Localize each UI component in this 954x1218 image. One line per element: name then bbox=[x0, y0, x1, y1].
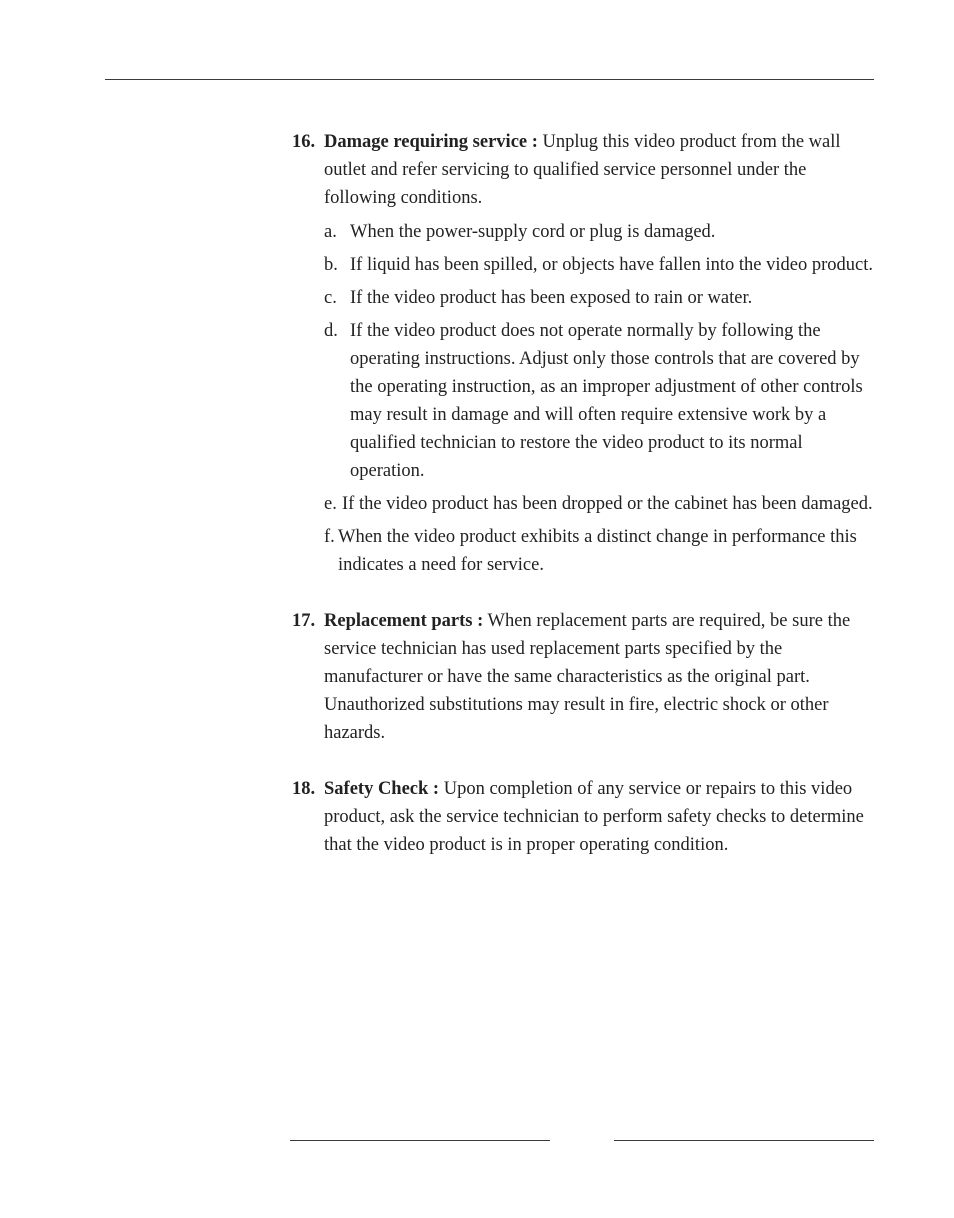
item-title: Damage requiring service : bbox=[324, 132, 538, 152]
instruction-item-16 bbox=[292, 128, 877, 579]
condition-letter: e. bbox=[324, 494, 337, 514]
item-title: Safety Check : bbox=[324, 779, 440, 799]
condition-item-f bbox=[324, 523, 877, 579]
safety-instructions bbox=[292, 128, 877, 859]
footer-rule-right bbox=[614, 1140, 874, 1141]
condition-item-e bbox=[324, 490, 877, 518]
condition-item-b bbox=[324, 251, 877, 279]
condition-text: If liquid has been spilled, or objects have fallen into the video product. bbox=[350, 255, 873, 275]
condition-item-c bbox=[324, 284, 877, 312]
condition-item-a bbox=[324, 218, 877, 246]
item-body bbox=[324, 607, 877, 747]
condition-letter: d. bbox=[324, 321, 338, 341]
item-text: When replacement parts are required, be sure the service technician has used replacement parts specified by the manufacturer or have the same characteristics as the original part. Unauthorized substitutions may result in fire, electric shock or other hazards. bbox=[324, 611, 851, 743]
condition-list bbox=[324, 218, 877, 579]
condition-letter: a. bbox=[324, 222, 337, 242]
item-title: Replacement parts : bbox=[324, 611, 484, 631]
item-number: 16. bbox=[292, 132, 316, 152]
condition-item-d bbox=[324, 317, 877, 485]
header-rule bbox=[105, 79, 874, 80]
condition-text: If the video product has been exposed to rain or water. bbox=[350, 288, 753, 308]
condition-letter: c. bbox=[324, 288, 337, 308]
item-number: 17. bbox=[292, 611, 316, 631]
condition-letter: b. bbox=[324, 255, 338, 275]
item-text: Unplug this video product from the wall outlet and refer servicing to qualified service personnel under the following conditions. bbox=[324, 132, 841, 208]
item-number: 18. bbox=[292, 779, 316, 799]
condition-text: If the video product does not operate normally by following the operating instructions. Adjust only those controls that are covered by the operating instruction, as an improper adjustment of other controls may result in damage and will often require extensive work by a qualified technician to restore the video product to its normal operation. bbox=[350, 321, 863, 481]
condition-text: If the video product has been dropped or the cabinet has been damaged. bbox=[342, 494, 873, 514]
footer-rule-left bbox=[290, 1140, 550, 1141]
condition-text: When the video product exhibits a distinct change in performance this indicates a need for service. bbox=[338, 527, 857, 575]
item-body bbox=[324, 128, 877, 212]
instruction-item-18 bbox=[292, 775, 877, 859]
item-body bbox=[324, 775, 877, 859]
item-text: Upon completion of any service or repairs to this video product, ask the service technician to perform safety checks to determine that the video product is in proper operating condition. bbox=[324, 779, 864, 855]
condition-text: When the power-supply cord or plug is damaged. bbox=[350, 222, 716, 242]
condition-letter: f. bbox=[324, 527, 335, 547]
instruction-item-17 bbox=[292, 607, 877, 747]
